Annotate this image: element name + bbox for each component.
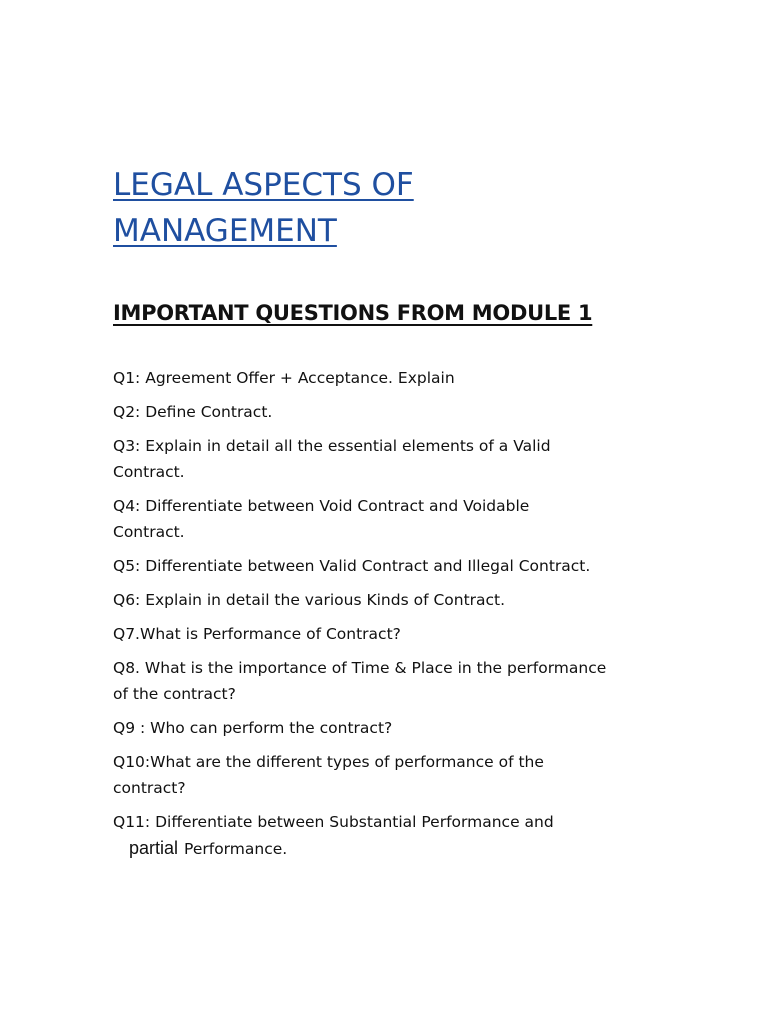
partial-word: partial — [129, 838, 179, 858]
question-line: contract? — [113, 779, 186, 797]
question-line: Q5: Differentiate between Valid Contract and Illegal Contract. — [113, 557, 591, 575]
question-item-3 — [113, 433, 673, 485]
question-item-11 — [113, 809, 673, 862]
question-item-5 — [113, 553, 673, 579]
question-line: Q7.What is Performance of Contract? — [113, 625, 401, 643]
question-item-2 — [113, 399, 673, 425]
question-line: Q8. What is the importance of Time & Place in the performance — [113, 659, 607, 677]
document-subtitle: IMPORTANT QUESTIONS FROM MODULE 1 — [113, 301, 593, 325]
document-title — [113, 162, 673, 254]
question-line: Contract. — [113, 463, 185, 481]
question-item-4 — [113, 493, 673, 545]
question-line: Q1: Agreement Offer + Acceptance. Explain — [113, 369, 455, 387]
question-line: Q6: Explain in detail the various Kinds of Contract. — [113, 591, 506, 609]
question-line — [113, 835, 673, 862]
question-item-7 — [113, 621, 673, 647]
title-line-2: MANAGEMENT — [113, 213, 337, 249]
question-line-rest: Performance. — [184, 840, 288, 858]
title-line-1: LEGAL ASPECTS OF — [113, 167, 414, 203]
question-line: Q2: Define Contract. — [113, 403, 273, 421]
question-line: Contract. — [113, 523, 185, 541]
question-item-10 — [113, 749, 673, 801]
question-line: of the contract? — [113, 685, 236, 703]
question-item-9 — [113, 715, 673, 741]
question-item-6 — [113, 587, 673, 613]
question-line: Q10:What are the different types of performance of the — [113, 753, 544, 771]
question-list — [113, 365, 673, 870]
question-line: Q4: Differentiate between Void Contract and Voidable — [113, 497, 530, 515]
question-line: Q11: Differentiate between Substantial Performance and — [113, 813, 554, 831]
question-line: Q9 : Who can perform the contract? — [113, 719, 393, 737]
question-item-8 — [113, 655, 673, 707]
question-item-1 — [113, 365, 673, 391]
question-line: Q3: Explain in detail all the essential elements of a Valid — [113, 437, 551, 455]
